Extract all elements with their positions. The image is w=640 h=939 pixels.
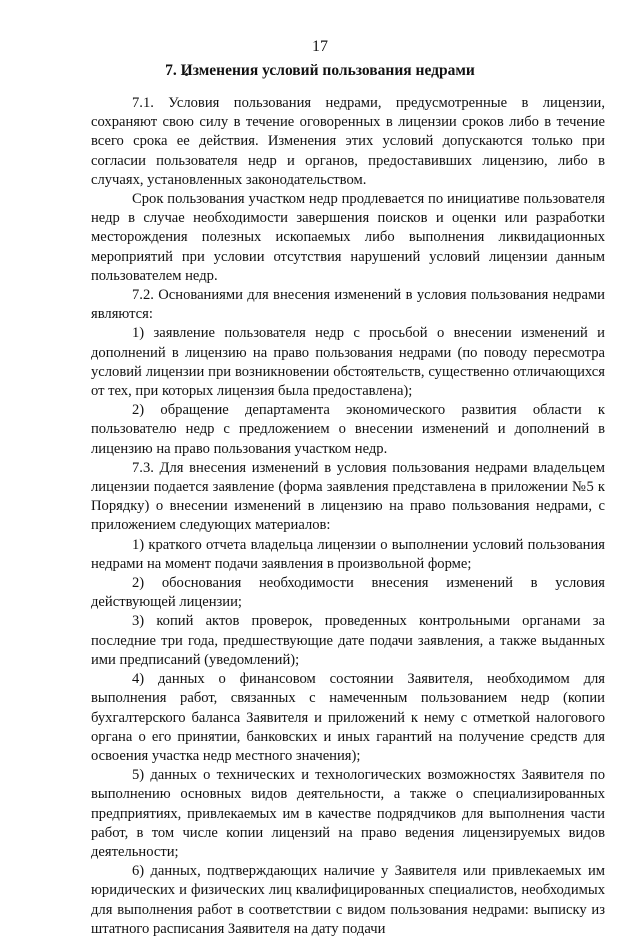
list-item-7-3-2: 2) обоснования необходимости внесения изменений в условия действующей лицензии; <box>91 575 605 611</box>
list-item-7-3-5: 5) данных о технических и технологических возможностях Заявителя по выполнению основных видов деятельности, а также о специализированных предприятиях, привлекаемых им в качестве подрядчиков для выполнения части работ, в том числе копии лицензий на право ведения лицензируемых видов деятельности; <box>91 767 605 860</box>
list-item-7-3-3: 3) копий актов проверок, проведенных контрольными органами за последние три года, предшествующие дате подачи заявления, а также выданных ими предписаний (уведомлений); <box>91 613 605 668</box>
list-item-7-2-1: 1) заявление пользователя недр с просьбой о внесении изменений и дополнений в лицензию на право пользования недрами (по поводу пересмотра условий лицензии при возникновении обстоятельств, существенно отличающихся от тех, при которых лицензия была предоставлена); <box>91 325 605 400</box>
list-item-7-2-2: 2) обращение департамента экономического развития области к пользователю недр с предложением о внесении изменений и дополнений в лицензию на право пользования участком недр. <box>91 402 605 457</box>
paragraph-term-extension: Срок пользования участком недр продлевается по инициативе пользователя недр в случае необходимости завершения поисков и оценки или разработки месторождения полезных ископаемых либо выполнения ликвидационных мероприятий при условии отсутствия нарушений условий лицензии данным пользователем недр. <box>91 191 605 284</box>
section-heading: 7. Изменения условий пользования недрами <box>165 62 475 79</box>
list-item-7-3-4: 4) данных о финансовом состоянии Заявителя, необходимом для выполнения работ, связанных с намеченным пользованием недр (копии бухгалтерского баланса Заявителя и приложений к нему с отметкой налогового органа о его принятии, банковских и иных гарантий на получение средств для освоения участка недр местного значения); <box>91 671 605 764</box>
paragraph-7-2: 7.2. Основаниями для внесения изменений в условия пользования недрами являются: <box>91 287 605 323</box>
list-item-7-3-1: 1) краткого отчета владельца лицензии о выполнении условий пользования недрами на момент подачи заявления в произвольной форме; <box>91 536 605 572</box>
list-item-7-3-6: 6) данных, подтверждающих наличие у Заявителя или привлекаемых им юридических и физических лиц квалифицированных специалистов, необходимых для выполнения работ в соответствии с видом пользования недрами: выписку из штатного расписания Заявителя на дату подачи <box>91 863 605 937</box>
page-number: 17 <box>312 38 328 55</box>
paragraph-7-3: 7.3. Для внесения изменений в условия пользования недрами владельцем лицензии подается заявление (форма заявления представлена в приложении №5 к Порядку) о внесении изменений в лицензию на право пользования недрами, с приложением следующих материалов: <box>91 459 605 534</box>
paragraph-7-1: 7.1. Условия пользования недрами, предусмотренные в лицензии, сохраняют свою силу в течение оговоренных в лицензии сроков либо в течение всего срока ее действия. Изменения этих условий допускаются только при согласии пользователя недр и органов, предоставивших лицензию, либо в случаях, установленных законодательством. <box>91 95 605 188</box>
document-body <box>91 94 605 939</box>
